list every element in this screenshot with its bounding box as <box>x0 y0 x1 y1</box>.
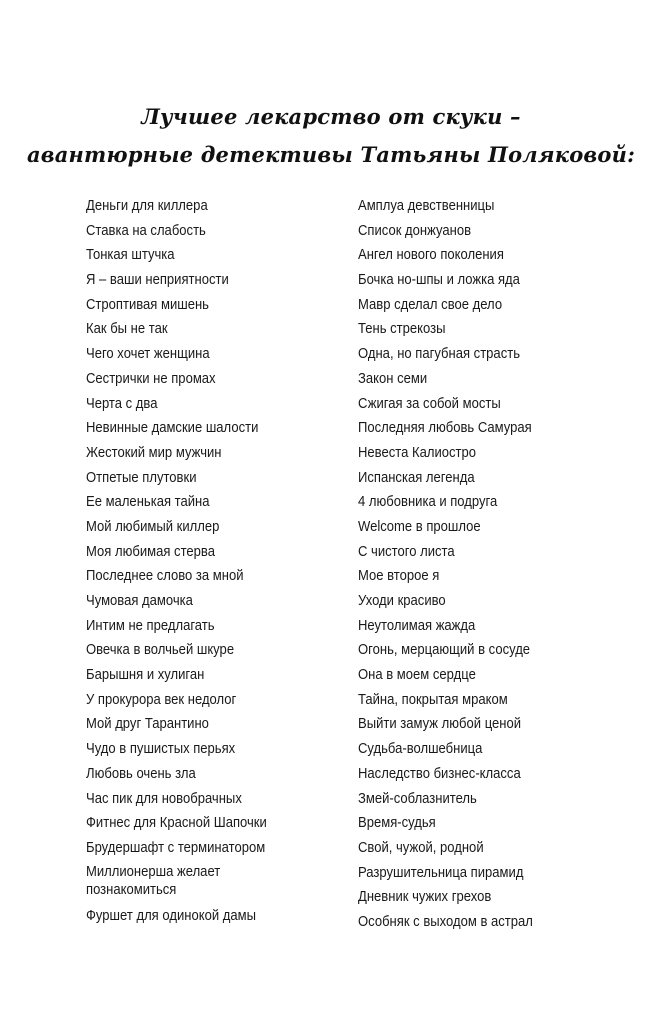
book-title: Невинные дамские шалости <box>86 420 259 437</box>
book-title: Фуршет для одинокой дамы <box>86 907 256 924</box>
book-title: 4 любовника и подруга <box>358 494 498 511</box>
book-title: Интим не предлагать <box>86 617 215 634</box>
book-title: Чумовая дамочка <box>86 593 193 609</box>
book-title: Сестрички не промах <box>86 370 216 387</box>
book-title: Сжигая за собой мосты <box>358 395 501 412</box>
book-title: Строптивая мишень <box>86 296 209 313</box>
book-title: Мой любимый киллер <box>86 518 220 535</box>
book-title: Она в моем сердце <box>358 667 476 684</box>
book-title: Одна, но пагубная страсть <box>358 346 520 363</box>
book-title: Овечка в волчьей шкуре <box>86 642 235 659</box>
book-title: С чистого листа <box>358 543 455 560</box>
book-title: Брудершафт с терминатором <box>86 839 266 856</box>
book-title: Змей-соблазнитель <box>358 790 477 807</box>
book-title: Особняк с выходом в астрал <box>358 913 533 930</box>
book-title: Отпетые плутовки <box>86 469 197 486</box>
book-title: Список донжуанов <box>358 222 472 239</box>
book-title: Мой друг Тарантино <box>86 716 209 733</box>
book-title: Дневник чужих грехов <box>358 889 492 906</box>
book-title: Welcome в прошлое <box>358 518 481 535</box>
book-title: Время-судья <box>358 815 436 832</box>
book-title: Деньги для киллера <box>86 198 208 214</box>
book-title: Уходи красиво <box>358 593 446 609</box>
book-title: Мавр сделал свое дело <box>358 296 503 313</box>
book-title: Тень стрекозы <box>358 321 446 338</box>
book-title: Фитнес для Красной Шапочки <box>86 815 267 832</box>
book-title: Ангел нового поколения <box>358 247 504 264</box>
book-title: Ставка на слабость <box>86 222 206 239</box>
book-title: Бочка но-шпы и ложка яда <box>358 272 520 289</box>
book-title: Огонь, мерцающий в сосуде <box>358 642 531 659</box>
book-list-right <box>358 194 648 935</box>
book-title: Выйти замуж любой ценой <box>358 716 522 733</box>
book-title: Моя любимая стерва <box>86 543 215 560</box>
page-heading <box>0 98 662 174</box>
book-title: Я – ваши неприятности <box>86 272 229 289</box>
book-title: Разрушительница пирамид <box>358 864 524 881</box>
book-title: Мое второе я <box>358 568 440 585</box>
heading-line-1: Лучшее лекарство от скуки – <box>141 104 521 129</box>
book-title: Черта с два <box>86 395 158 412</box>
book-title: Последнее слово за мной <box>86 568 244 585</box>
book-title: Неутолимая жажда <box>358 617 476 634</box>
book-title: Барышня и хулиган <box>86 667 205 684</box>
book-title: Последняя любовь Самурая <box>358 420 532 437</box>
book-list-left <box>86 194 336 928</box>
book-title: Ее маленькая тайна <box>86 494 210 511</box>
book-title: Закон семи <box>358 370 428 387</box>
book-title: Как бы не так <box>86 321 168 338</box>
book-title: Час пик для новобрачных <box>86 790 242 807</box>
book-title: Тонкая штучка <box>86 247 175 264</box>
book-title: Невеста Калиостро <box>358 444 477 461</box>
book-title: Миллионерша желает познакомиться <box>86 863 221 898</box>
book-title: У прокурора век недолог <box>86 691 237 708</box>
heading-line-2: авантюрные детективы Татьяны Поляковой: <box>26 142 636 167</box>
book-title: Чудо в пушистых перьях <box>86 741 236 758</box>
book-title: Любовь очень зла <box>86 765 196 782</box>
book-title: Жестокий мир мужчин <box>86 444 222 461</box>
book-title: Амплуа девственницы <box>358 198 495 214</box>
book-title: Свой, чужой, родной <box>358 839 484 856</box>
book-title: Судьба-волшебница <box>358 741 483 758</box>
book-title: Чего хочет женщина <box>86 346 210 363</box>
book-title: Наследство бизнес-класса <box>358 765 521 782</box>
book-title: Тайна, покрытая мраком <box>358 691 508 708</box>
book-title: Испанская легенда <box>358 469 475 486</box>
